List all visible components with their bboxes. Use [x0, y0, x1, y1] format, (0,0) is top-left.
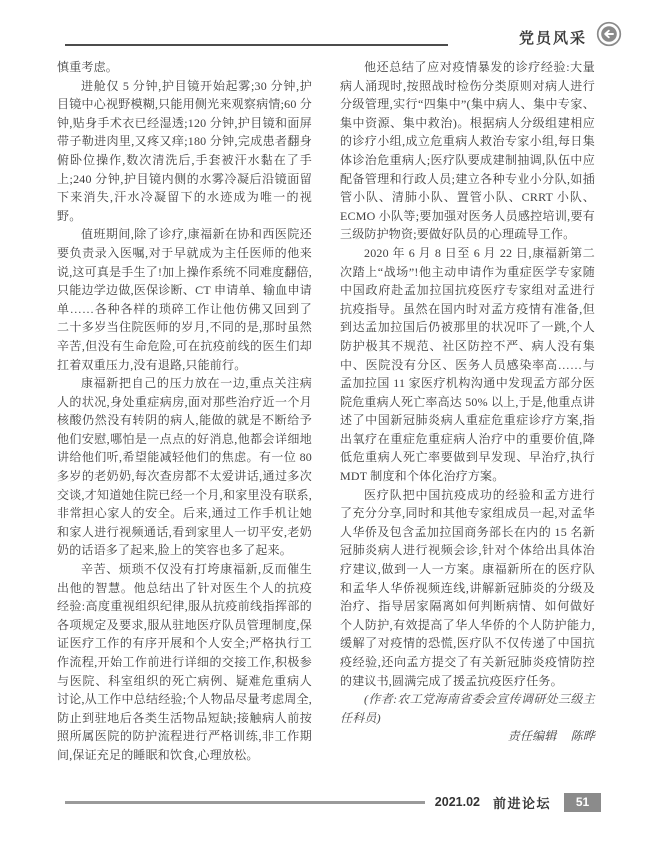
issue-date: 2021.02	[434, 795, 480, 809]
paragraph: 进舱仅 5 分钟,护目镜开始起雾;30 分钟,护目镜中心视野模糊,只能用侧光来观察病情;60 分钟,贴身手术衣已经湿透;120 分钟,护目镜和面屏带子勒进肉里,又疼又痒;180 分钟,完成患者翻身俯卧位操作,数次清洗后,手套被汗水黏在了手上;240 分钟,护目镜内侧的水雾冷凝后沿镜面留下来消失,汗水冷凝留下的水迹成为唯一的视野。	[57, 78, 312, 223]
page-header	[65, 20, 622, 47]
left-column	[57, 58, 312, 765]
article-body	[57, 58, 595, 765]
right-column	[340, 58, 595, 765]
paragraph: 医疗队把中国抗疫成功的经验和孟方进行了充分分享,同时和其他专家组成员一起,对孟华人华侨及包含孟加拉国商务部长在内的 15 名新冠肺炎病人进行视频会诊,针对个体给出具体治疗建议,做到一人一方案。康福新所在的医疗队和孟华人华侨视频连线,讲解新冠肺炎的分级及治疗、指导居家隔离如何判断病情、如何做好个人防护,有效提高了华人华侨的个人防护能力,缓解了对疫情的恐慌,医疗队不仅传递了中国抗疫经验,还向孟方提交了有关新冠肺炎疫情防控的建议书,圆满完成了援孟抗疫医疗任务。	[340, 487, 595, 688]
editor-label: 责任编辑	[507, 729, 557, 744]
section-title: 党员风采	[518, 30, 587, 47]
paragraph: 慎重考虑。	[57, 60, 119, 74]
page-footer	[65, 791, 601, 813]
editor-line	[340, 727, 595, 746]
circle-left-arrow-icon	[596, 21, 622, 47]
journal-name: 前进论坛	[492, 795, 551, 811]
paragraph: 他还总结了应对疫情暴发的诊疗经验:大量病人涌现时,按照战时检伤分类原则对病人进行分级管理,实行“四集中”(集中病人、集中专家、集中资源、集中救治)。根据病人分级组建相应的诊疗小组,成立危重病人救治专家小组,每日集体诊治危重病人;医疗队要成建制抽调,队伍中应配备管理和行政人员;建立各种专业小分队,如插管小队、清肺小队、置管小队、CRRT 小队、ECMO 小队等;要加强对医务人员感控培训,要有三级防护物资;要做好队员的心理疏导工作。	[340, 60, 595, 242]
page-number: 51	[564, 793, 601, 812]
editor-name: 陈晔	[570, 729, 595, 744]
paragraph: 2020 年 6 月 8 日至 6 月 22 日,康福新第二次踏上“战场”!他主动申请作为重症医学专家随中国政府赴孟加拉国抗疫医疗专家组对孟进行抗疫指导。虽然在国内时对孟方疫情有准备,但到达孟加拉国后仍被那里的状况吓了一跳,个人防护极其不规范、社区防控不严、病人没有集中、医院没有分区、医务人员感染率高……与孟加拉国 11 家医疗机构沟通中发现孟方部分医院危重病人死亡率高达 50% 以上,于是,他重点讲述了中国新冠肺炎病人重症危重症诊疗方案,指出氧疗在重症危重症病人治疗中的重要价值,降低危重病人死亡率要做到早发现、早治疗,执行 MDT 制度和个体化治疗方案。	[340, 245, 595, 484]
footer-rule	[65, 801, 425, 804]
author-note: (作者:农工党海南省委会宣传调研处三级主任科员)	[340, 692, 595, 725]
paragraph: 值班期间,除了诊疗,康福新在协和西医院还要负责录入医嘱,对于早就成为主任医师的他来说,这可真是手生了!加上操作系统不同难度翻倍,只能边学边做,医保诊断、CT 申请单、输血申请单……各种各样的琐碎工作让他仿佛又回到了二十多岁当住院医师的岁月,不同的是,那时虽然辛苦,但没有生命危险,可在抗疫前线的医生们却扛着双重压力,没有退路,只能前行。	[57, 227, 312, 372]
paragraph: 康福新把自己的压力放在一边,重点关注病人的状况,身处重症病房,面对那些治疗近一个月核酸仍然没有转阴的病人,能做的就是不断给予他们安慰,哪怕是一点点的好消息,他都会详细地讲给他们听,希望能减轻他们的焦虑。有一位 80 多岁的老奶奶,每次查房都不太爱讲话,通过多次交谈,才知道她住院已经一个月,和家里没有联系,非常担心家人的安全。后来,通过工作手机让她和家人进行视频通话,看到家里人一切平安,老奶奶的话语多了起来,脸上的笑容也多了起来。	[57, 376, 312, 558]
right-column-paragraphs	[340, 58, 595, 690]
paragraph: 辛苦、烦琐不仅没有打垮康福新,反而催生出他的智慧。他总结出了针对医生个人的抗疫经验:高度重视组织纪律,服从抗疫前线指挥部的各项规定及要求,服从驻地医疗队员管理制度,保证医疗工作的有序开展和个人安全;严格执行工作流程,开始工作前进行详细的交接工作,积极参与医院、科室组织的死亡病例、疑难危重病人讨论,从工作中总结经验;个人物品尽量考虑周全,防止到驻地后各类生活物品短缺;接触病人前按照所属医院的防护流程进行严格训练,非工作期间,保证充足的睡眠和饮食,心理放松。	[57, 562, 312, 762]
header-rule	[65, 44, 448, 46]
